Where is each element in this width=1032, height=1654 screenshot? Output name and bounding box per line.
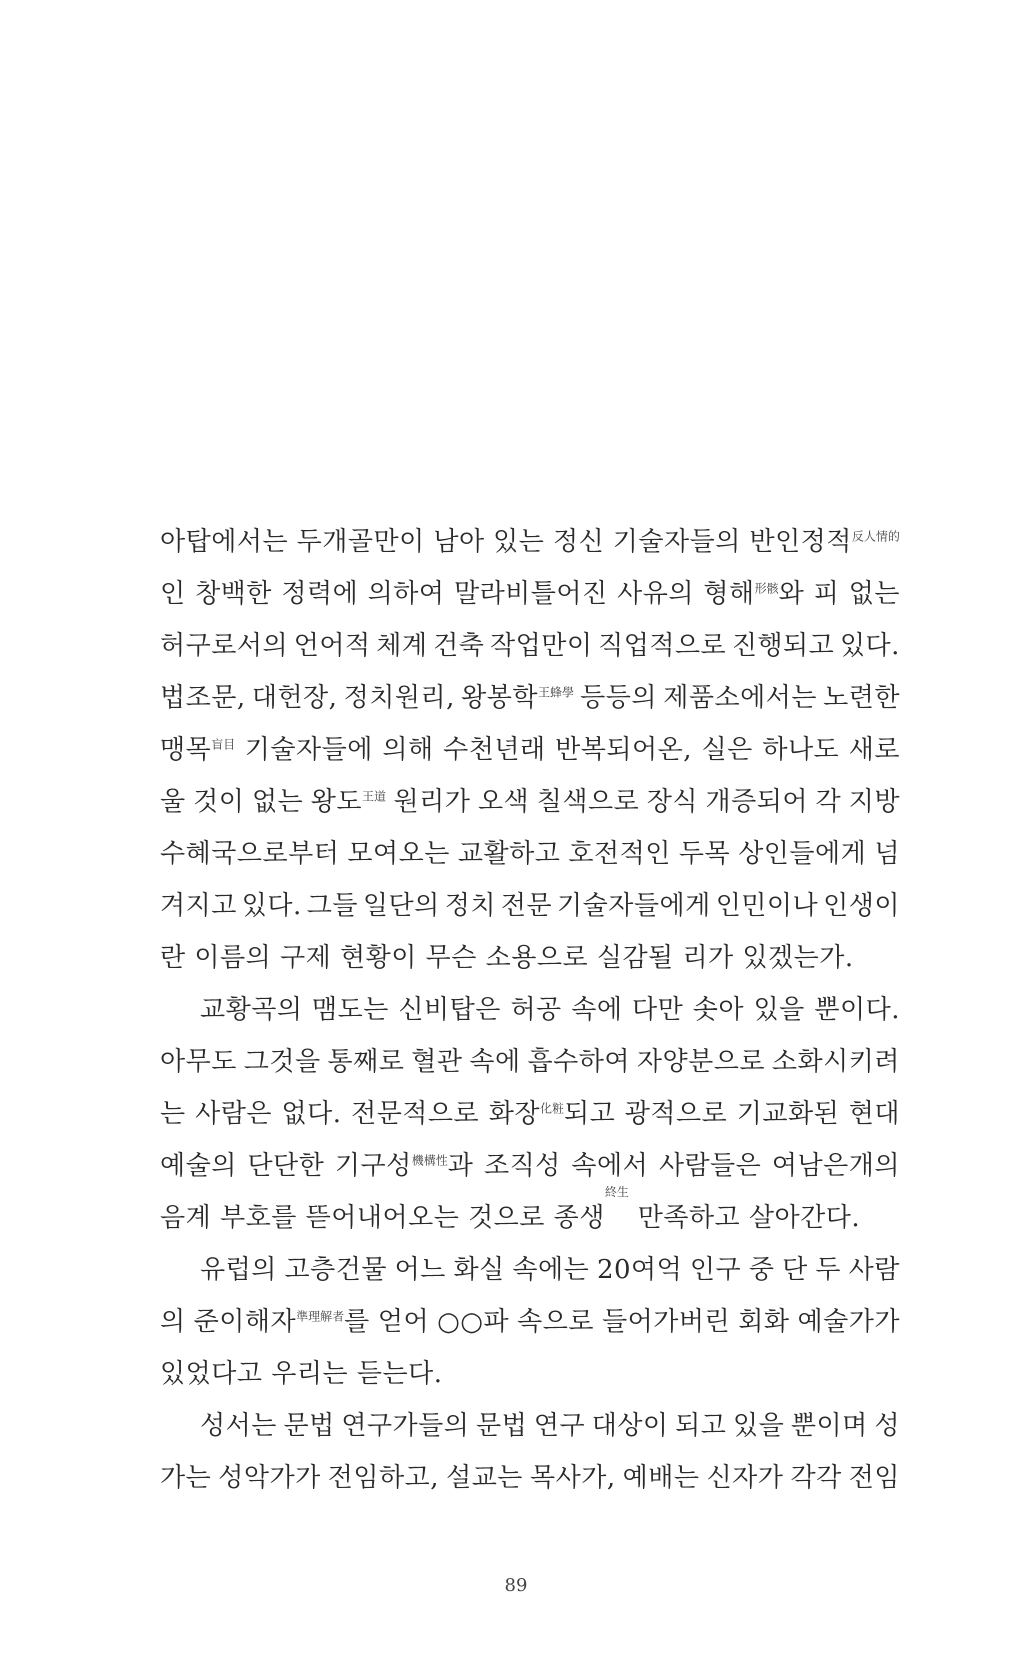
word: 교황곡의: [200, 995, 303, 1025]
word: 수혜국으로부터: [160, 839, 340, 869]
word: 중: [748, 1255, 775, 1285]
text-line: [160, 672, 900, 724]
word: 속에서: [571, 1151, 649, 1181]
hanja-gloss: 形骸: [754, 581, 779, 596]
word: 언어적: [293, 631, 371, 661]
word: 장식: [646, 787, 698, 817]
word: 사람은: [195, 1099, 273, 1129]
word: 남아: [433, 527, 485, 557]
text-line: [160, 1452, 900, 1504]
word: 유럽의: [200, 1255, 277, 1285]
word: 단단한: [247, 1151, 325, 1181]
word: 기구성$^{機構性}$과: [334, 1151, 474, 1181]
word: 지방: [848, 787, 900, 817]
word: 있을: [733, 1411, 785, 1441]
word: 조직성: [483, 1151, 561, 1181]
word: 소화시키려: [771, 1047, 900, 1077]
word: 수천년래: [443, 735, 546, 765]
word: 왕도$^{王道}$: [310, 787, 386, 817]
hanja-gloss: 王蜂學: [537, 685, 574, 700]
text-line: [160, 932, 900, 984]
word: 기술자들의: [612, 527, 741, 557]
word: 인: [160, 579, 186, 609]
word: 진행되고: [731, 631, 835, 661]
word: 의하여: [367, 579, 445, 609]
word: 없다.: [281, 1099, 342, 1129]
word: 정력에: [281, 579, 359, 609]
hanja-gloss: 化粧: [539, 1101, 564, 1116]
word: 반인정적$^{反人情的}$: [749, 527, 900, 557]
word: 체계: [376, 631, 428, 661]
text-segment: 있었다고 우리는 듣는다.: [160, 1359, 443, 1389]
word: 설교는: [446, 1463, 523, 1493]
word: 교활하고: [457, 839, 561, 869]
word: 왕봉학$^{王蜂學}$: [461, 683, 574, 713]
word: 신비탑은: [398, 995, 501, 1025]
word: 두개골만이: [296, 527, 425, 557]
word: 없는: [848, 579, 900, 609]
word: 뿐이며: [790, 1411, 868, 1441]
word: 아탑에서는: [160, 527, 289, 557]
word: 피: [813, 579, 840, 609]
word: 있다.: [241, 891, 302, 921]
word: 기술자들에: [244, 735, 373, 765]
word: 혈관: [411, 1047, 463, 1077]
word: 두: [815, 1255, 841, 1285]
text-line: [160, 1185, 900, 1244]
word: 인민이나: [715, 891, 819, 921]
word: 있을: [753, 995, 805, 1025]
word: 성서는: [200, 1411, 277, 1441]
text-segment: 만족하고 살아간다.: [628, 1203, 861, 1233]
word: 솟아: [692, 995, 745, 1025]
text-segment: 란 이름의 구제 현황이 무슨 소용으로 실감될 리가 있겠는가.: [160, 943, 854, 973]
word: 노련한: [823, 683, 900, 713]
word: 화실: [453, 1255, 505, 1285]
word: 사유의: [617, 579, 694, 609]
word: 반복되어온,: [555, 735, 693, 765]
word: 상인들에게: [738, 839, 867, 869]
word: 그들: [306, 891, 358, 921]
word: 연구가들의: [341, 1411, 470, 1441]
body-text: [160, 516, 900, 1504]
word: 성악가가: [218, 1463, 321, 1493]
word: 어느: [394, 1255, 446, 1285]
word: 예술의: [160, 1151, 237, 1181]
word: 맹목$^{盲目}$: [160, 735, 236, 765]
hanja-gloss: 終生: [604, 1185, 629, 1199]
word: 회화: [738, 1307, 790, 1337]
word: 작업만이: [489, 631, 593, 661]
word: 오색: [477, 787, 530, 817]
word: 전문: [500, 891, 553, 921]
word: 아무도: [160, 1047, 237, 1077]
text-line: [160, 1088, 900, 1140]
word: 대헌장,: [251, 683, 338, 713]
word: 제품소에서는: [663, 683, 817, 713]
word: 들어가버린: [602, 1307, 731, 1337]
text-line: [160, 880, 900, 932]
word: 실은: [701, 735, 753, 765]
word: 겨지고: [160, 891, 237, 921]
word: 연구: [533, 1411, 586, 1441]
word: 말라비틀어진: [453, 579, 608, 609]
word: 성: [874, 1411, 900, 1441]
word: 가는: [160, 1463, 212, 1493]
word: 목사가,: [529, 1463, 616, 1493]
text-line: [160, 776, 900, 828]
word: 얻어: [377, 1307, 430, 1337]
word: 광적으로: [624, 1099, 728, 1129]
text-line: [160, 1348, 900, 1400]
text-line: [160, 1400, 900, 1452]
word: 속에는: [512, 1255, 590, 1285]
word: 개증되어: [705, 787, 808, 817]
word: 속에: [469, 1047, 521, 1077]
word: 등등의: [580, 683, 658, 713]
word: 흡수하여: [527, 1047, 630, 1077]
word: 각각: [790, 1463, 842, 1493]
hanja-gloss: 準理解者: [296, 1309, 345, 1324]
word: 두목: [678, 839, 731, 869]
word: 속에: [571, 995, 623, 1025]
word: 사람: [848, 1255, 900, 1285]
word: 현대: [848, 1099, 900, 1129]
word: 각: [815, 787, 842, 817]
word: 인생이: [823, 891, 900, 921]
word: 문법: [476, 1411, 528, 1441]
word: 전임하고,: [327, 1463, 440, 1493]
text-line: [160, 724, 900, 776]
word: 기교화된: [736, 1099, 840, 1129]
word: 단: [782, 1255, 808, 1285]
text-line: [160, 620, 900, 672]
hanja-gloss: 機構性: [411, 1153, 448, 1168]
word: 사람들은: [658, 1151, 762, 1181]
word: 있는: [493, 527, 545, 557]
page-number: 89: [504, 1575, 528, 1596]
word: 창백한: [195, 579, 272, 609]
word: 전문적으로: [351, 1099, 480, 1129]
word: 법조문,: [160, 683, 246, 713]
word: 뿐이다.: [814, 995, 900, 1025]
word: 준이해자$^{準理解者}$를: [193, 1307, 370, 1337]
text-line: [160, 984, 900, 1036]
text-line: [160, 1244, 900, 1296]
word: 여남은개의: [771, 1151, 900, 1181]
word: 정신: [552, 527, 605, 557]
word: 화장$^{化粧}$되고: [488, 1099, 616, 1129]
word: 문법: [283, 1411, 335, 1441]
word: 정치: [444, 891, 496, 921]
text-segment: 음계 부호를 뜯어내어오는 것으로 종생: [160, 1203, 605, 1233]
text-line: [160, 1296, 900, 1348]
text-line: [160, 1036, 900, 1088]
word: 직업적으로: [598, 631, 727, 661]
word: 맴도는: [312, 995, 389, 1025]
word: 고층건물: [284, 1255, 387, 1285]
text-line: [160, 828, 900, 880]
word: 대상이: [591, 1411, 669, 1441]
word: 속으로: [517, 1307, 595, 1337]
word: 통째로: [327, 1047, 405, 1077]
hanja-gloss: 盲目: [211, 737, 236, 752]
hanja-gloss: 反人情的: [851, 529, 900, 544]
word: 하나도: [762, 735, 840, 765]
word: 신자가: [706, 1463, 784, 1493]
word: 20여억: [596, 1255, 683, 1285]
word: 모여오는: [347, 839, 450, 869]
text-line: [160, 568, 900, 620]
word: 있다.: [839, 631, 900, 661]
word: 허공: [510, 995, 562, 1025]
word: 의: [160, 1307, 186, 1337]
word: 것이: [193, 787, 245, 817]
word: 예배는: [622, 1463, 700, 1493]
word: 인구: [689, 1255, 742, 1285]
word: 허구로서의: [160, 631, 289, 661]
text-line: [160, 516, 900, 568]
word: 새로: [848, 735, 900, 765]
word: 그것을: [243, 1047, 321, 1077]
word: 정치원리,: [343, 683, 455, 713]
word: 형해$^{形骸}$와: [703, 579, 805, 609]
word: 자양분으로: [636, 1047, 765, 1077]
word: 전임: [848, 1463, 900, 1493]
word: 넘: [874, 839, 900, 869]
word: 원리가: [393, 787, 471, 817]
word: ○○파: [437, 1307, 510, 1337]
word: 호전적인: [568, 839, 671, 869]
word: 는: [160, 1099, 186, 1129]
word: 일단의: [362, 891, 440, 921]
word: 칠색으로: [536, 787, 640, 817]
text-line: [160, 1140, 900, 1192]
word: 울: [160, 787, 186, 817]
hanja-gloss: 王道: [361, 789, 386, 804]
word: 기술자들에게: [557, 891, 711, 921]
word: 되고: [675, 1411, 727, 1441]
word: 예술가가: [797, 1307, 900, 1337]
word: 의해: [382, 735, 434, 765]
word: 다만: [632, 995, 684, 1025]
word: 없는: [251, 787, 304, 817]
word: 건축: [433, 631, 485, 661]
